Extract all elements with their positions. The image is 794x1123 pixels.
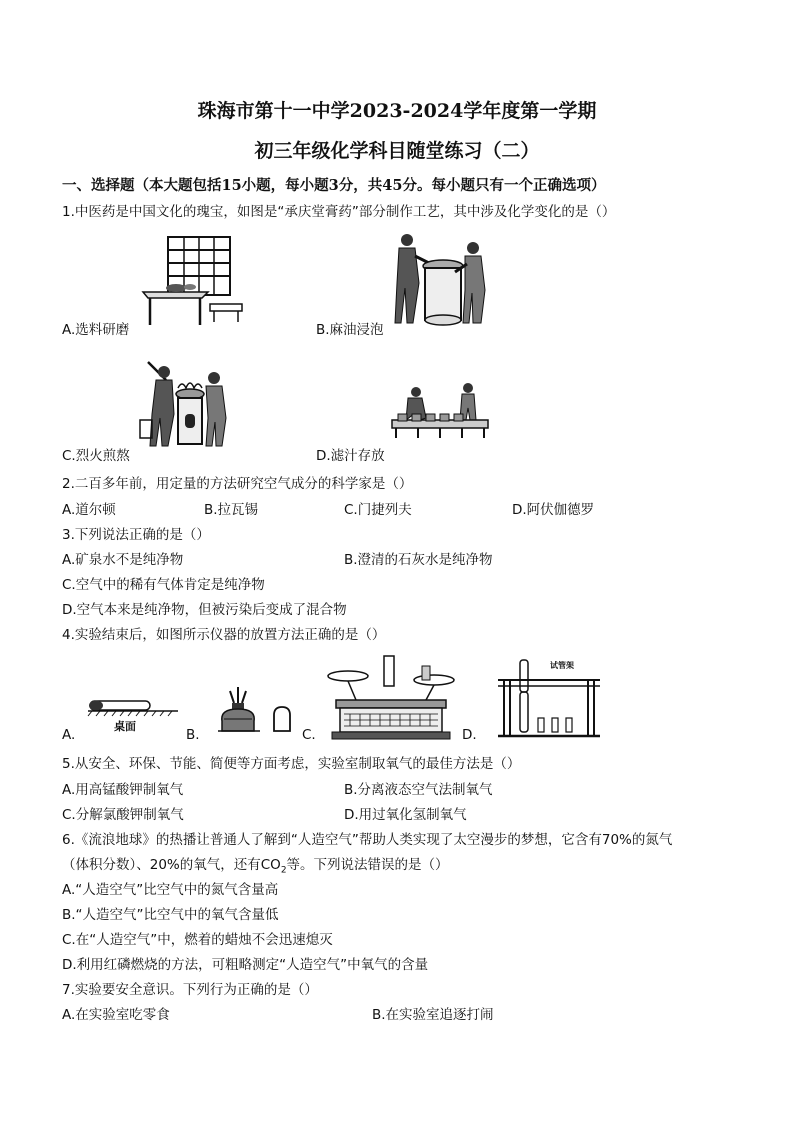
q5-option-c: C.分解氯酸钾制氧气 <box>62 807 184 823</box>
question-7-stem: 7.实验要安全意识。下列行为正确的是（） <box>62 982 318 998</box>
q1-option-d: D.滤汁存放 <box>316 448 385 464</box>
q4-label-rack: 试管架 <box>550 661 574 670</box>
q1-image-a <box>138 232 248 330</box>
question-3-stem: 3.下列说法正确的是（） <box>62 527 210 543</box>
q4-option-d: D. <box>462 727 477 743</box>
page-title: 珠海市第十一中学2023-2024学年度第一学期 <box>197 100 597 122</box>
q5-option-b: B.分离液态空气法制氧气 <box>344 782 493 798</box>
question-6-stem-line2: （体积分数）、20%的氧气，还有$CO_2$等。下列说法错误的是（） <box>62 857 449 876</box>
q4-image-b <box>212 685 302 737</box>
q6-option-c: C.在“人造空气”中，燃着的蜡烛不会迅速熄灭 <box>62 932 333 948</box>
q4-option-a: A. <box>62 727 76 743</box>
section-heading: 一、选择题（本大题包括15小题，每小题3分，共45分。每小题只有一个正确选项） <box>62 177 606 194</box>
q6-option-d: D.利用红磷燃烧的方法，可粗略测定“人造空气”中氧气的含量 <box>62 957 429 973</box>
q7-option-a: A.在实验室吃零食 <box>62 1007 170 1023</box>
q1-option-b: B.麻油浸泡 <box>316 322 384 338</box>
q1-image-d <box>388 380 492 442</box>
question-6-stem-line1: 6.《流浪地球》的热播让普通人了解到“人造空气”帮助人类实现了太空漫步的梦想，它含有70%的氮气 <box>62 832 673 848</box>
question-4-stem: 4.实验结束后，如图所示仪器的放置方法正确的是（） <box>62 627 386 643</box>
question-1-stem: 1.中医药是中国文化的瑰宝，如图是“承庆堂膏药”部分制作工艺，其中涉及化学变化的是（） <box>62 204 616 220</box>
q3-option-a: A.矿泉水不是纯净物 <box>62 552 184 568</box>
question-2-stem: 2.二百多年前，用定量的方法研究空气成分的科学家是（） <box>62 476 413 492</box>
q1-option-a: A.选料研磨 <box>62 322 130 338</box>
q5-option-d: D.用过氧化氢制氧气 <box>344 807 467 823</box>
q1-image-b <box>385 228 495 328</box>
q3-option-d: D.空气本来是纯净物，但被污染后变成了混合物 <box>62 602 347 618</box>
q7-option-b: B.在实验室追逐打闹 <box>372 1007 494 1023</box>
q5-option-a: A.用高锰酸钾制氧气 <box>62 782 184 798</box>
q2-option-a: A.道尔顿 <box>62 502 116 518</box>
q4-option-b: B. <box>186 727 200 743</box>
q4-option-c: C. <box>302 727 316 743</box>
question-5-stem: 5.从安全、环保、节能、简便等方面考虑，实验室制取氧气的最佳方法是（） <box>62 756 521 772</box>
q2-option-b: B.拉瓦锡 <box>204 502 259 518</box>
q3-option-c: C.空气中的稀有气体肯定是纯净物 <box>62 577 265 593</box>
q4-label-table: 桌面 <box>114 720 136 733</box>
q2-option-d: D.阿伏伽德罗 <box>512 502 595 518</box>
page-subtitle: 初三年级化学科目随堂练习（二） <box>254 140 540 162</box>
q4-image-c <box>326 654 456 744</box>
q3-option-b: B.澄清的石灰水是纯净物 <box>344 552 493 568</box>
q1-option-c: C.烈火煎熬 <box>62 448 130 464</box>
q6-option-a: A.“人造空气”比空气中的氮气含量高 <box>62 882 279 898</box>
q1-image-c <box>138 358 238 450</box>
q4-image-d <box>494 656 604 742</box>
q6-option-b: B.“人造空气”比空气中的氧气含量低 <box>62 907 279 923</box>
q2-option-c: C.门捷列夫 <box>344 502 412 518</box>
